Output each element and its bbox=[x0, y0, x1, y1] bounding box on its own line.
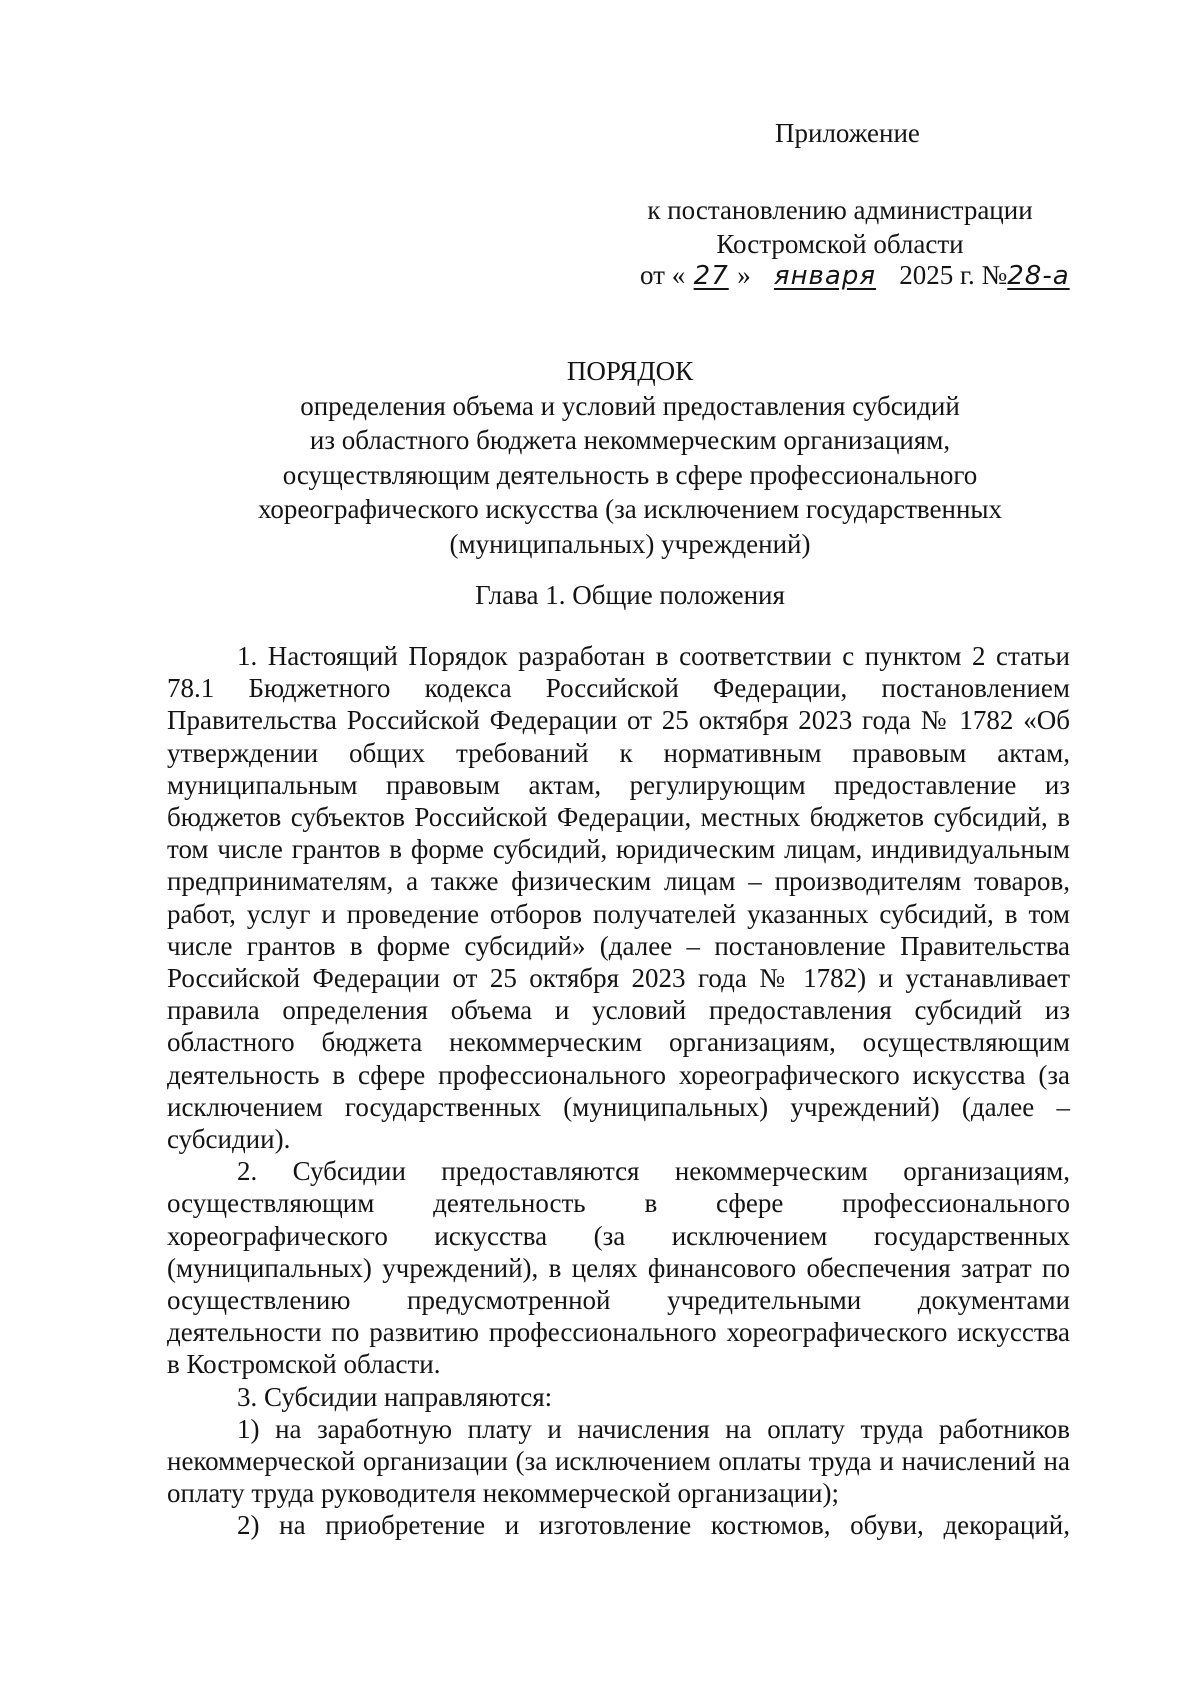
handwritten-month: января bbox=[773, 261, 876, 291]
document-subtitle-line: (муниципальных) учреждений) bbox=[449, 528, 811, 559]
appendix-reference bbox=[620, 193, 1060, 261]
document-subtitle-line: хореографического искусства (за исключением государственных bbox=[257, 494, 1003, 524]
appendix-reference-line-1: к постановлению администрации bbox=[647, 195, 1033, 225]
paragraph-3-item-2: 2) на приобретение и изготовление костюмов, обуви, декораций, bbox=[237, 1510, 1070, 1541]
chapter-heading: Глава 1. Общие положения bbox=[475, 580, 785, 610]
paragraph-3-item-1: 1) на заработную плату и начисления на оплату труда работников некоммерческой организации (за исключением оплаты труда и начислений на оплату труда руководителя некоммерческой организации); bbox=[167, 1413, 1070, 1509]
handwritten-decree-number: 28-а bbox=[1007, 261, 1070, 291]
decree-date-line bbox=[640, 260, 1077, 291]
document-subtitle-line: осуществляющим деятельность в сфере профессионального bbox=[282, 459, 978, 490]
handwritten-day: 27 bbox=[693, 261, 729, 291]
date-year: 2025 г. № bbox=[892, 260, 1008, 290]
document-body bbox=[167, 640, 1070, 1542]
date-mid: » bbox=[737, 260, 751, 290]
appendix-label: Приложение bbox=[775, 118, 920, 148]
paragraph-3: 3. Субсидии направляются: bbox=[237, 1381, 553, 1412]
document-title: ПОРЯДОК bbox=[566, 356, 694, 386]
appendix-reference-line-2: Костромской области bbox=[716, 229, 964, 259]
document-subtitle-line: определения объема и условий предоставления субсидий bbox=[300, 390, 960, 421]
document-title-block bbox=[150, 354, 1110, 561]
paragraph-2: 2. Субсидии предоставляются некоммерческим организациям, осуществляющим деятельность в сфере профессионального хореографического искусства (за исключением государственных (муниципальных) учреждений), в целях финансового обеспечения затрат по осуществлению предусмотренной учредительными документами деятельности по развитию профессионального хореографического искусства в Костромской области. bbox=[167, 1156, 1070, 1380]
document-subtitle-line: из областного бюджета некоммерческим организациям, bbox=[309, 425, 951, 455]
date-prefix: от « bbox=[640, 260, 686, 290]
paragraph-1: 1. Настоящий Порядок разработан в соответствии с пунктом 2 статьи 78.1 Бюджетного кодекса Российской Федерации, постановлением Правительства Российской Федерации от 25 октября 2023 года № 1782 «Об утверждении общих требований к нормативным правовым актам, муниципальным правовым актам, регулирующим предоставление из бюджетов субъектов Российской Федерации, местных бюджетов субсидий, в том числе грантов в форме субсидий, юридическим лицам, индивидуальным предпринимателям, а также физическим лицам – производителям товаров, работ, услуг и проведение отборов получателей указанных субсидий, в том числе грантов в форме субсидий» (далее – постановление Правительства Российской Федерации от 25 октября 2023 года № 1782) и устанавливает правила определения объема и условий предоставления субсидий из областного бюджета некоммерческим организациям, осуществляющим деятельность в сфере профессионального хореографического искусства (за исключением государственных (муниципальных) учреждений) (далее – субсидии). bbox=[167, 641, 1070, 1155]
